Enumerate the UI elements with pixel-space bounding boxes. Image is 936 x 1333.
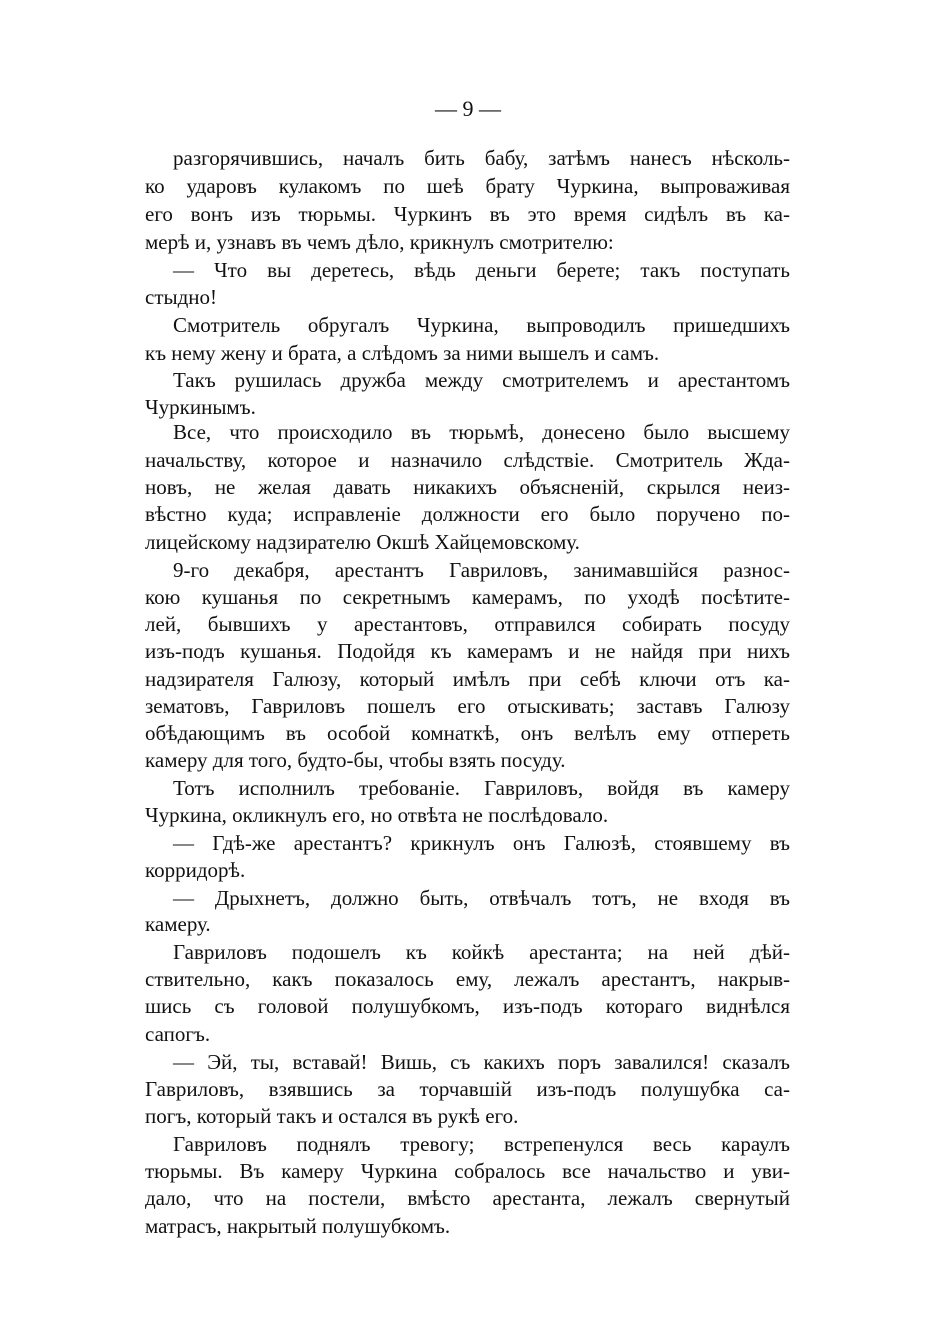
text-line: ствительно, какъ показалось ему, лежалъ арестантъ, накрыв- [145, 967, 790, 991]
text-line: дало, что на постели, вмѣсто арестанта, лежалъ свернутый [145, 1186, 790, 1210]
text-line: лицейскому надзирателю Окшѣ Хайцемовскому. [145, 530, 580, 554]
text-line: обѣдающимъ въ особой комнаткѣ, онъ велѣлъ ему отпереть [145, 721, 790, 745]
text-line: изъ-подъ кушанья. Подойдя къ камерамъ и не найдя при нихъ [145, 639, 790, 663]
text-line: ко ударовъ кулакомъ по шеѣ брату Чуркина, выпроваживая [145, 174, 790, 198]
text-line: Чуркинымъ. [145, 395, 256, 419]
text-line: Чуркина, окликнулъ его, но отвѣта не послѣдовало. [145, 803, 609, 827]
text-line: Такъ рушилась дружба между смотрителемъ и арестантомъ [173, 368, 790, 392]
text-line: надзирателя Галюзу, который имѣлъ при себѣ ключи отъ ка- [145, 667, 790, 691]
text-line: кою кушанья по секретнымъ камерамъ, по уходѣ посѣтите- [145, 585, 790, 609]
text-line: тюрьмы. Въ камеру Чуркина собралось все начальство и уви- [145, 1159, 790, 1183]
text-line: 9-го декабря, арестантъ Гавриловъ, занимавшійся разнос- [173, 558, 790, 582]
text-line: — Гдѣ-же арестантъ? крикнулъ онъ Галюзѣ, стоявшему въ [173, 831, 790, 855]
text-line: его вонъ изъ тюрьмы. Чуркинъ въ это время сидѣлъ въ ка- [145, 202, 790, 226]
text-line: Гавриловъ поднялъ тревогу; встрепенулся весь караулъ [173, 1132, 790, 1156]
text-line: вѣстно куда; исправленіе должности его было поручено по- [145, 502, 790, 526]
text-line: Гавриловъ, взявшись за торчавшій изъ-подъ полушубка са- [145, 1077, 790, 1101]
text-line: — Эй, ты, вставай! Вишь, съ какихъ поръ завалился! сказалъ [173, 1050, 790, 1074]
text-line: разгорячившись, началъ бить бабу, затѣмъ нанесъ нѣсколь- [173, 146, 790, 170]
text-line: — Дрыхнетъ, должно быть, отвѣчалъ тотъ, не входя въ [173, 886, 790, 910]
text-line: корридорѣ. [145, 858, 246, 882]
text-line: матрасъ, накрытый полушубкомъ. [145, 1214, 451, 1238]
text-line: стыдно! [145, 285, 218, 309]
text-line: зематовъ, Гавриловъ пошелъ его отыскивать; заставъ Галюзу [145, 694, 790, 718]
text-line: Смотритель обругалъ Чуркина, выпроводилъ пришедшихъ [173, 313, 790, 337]
text-line: камеру для того, будто-бы, чтобы взять посуду. [145, 748, 566, 772]
text-line: Гавриловъ подошелъ къ койкѣ арестанта; на ней дѣй- [173, 940, 790, 964]
text-line: Все, что происходило въ тюрьмѣ, донесено было высшему [173, 420, 790, 444]
text-line: шись съ головой полушубкомъ, изъ-подъ котораго виднѣлся [145, 994, 790, 1018]
text-line: къ нему жену и брата, а слѣдомъ за ними вышелъ и самъ. [145, 341, 660, 365]
text-line: сапогъ. [145, 1022, 211, 1046]
text-line: начальству, которое и назначило слѣдствіе. Смотритель Жда- [145, 448, 790, 472]
text-line: Тотъ исполнилъ требованіе. Гавриловъ, войдя въ камеру [173, 776, 790, 800]
page-number: — 9 — [435, 96, 501, 121]
text-line: лей, бывшихъ у арестантовъ, отправился собирать посуду [145, 612, 790, 636]
text-line: новъ, не желая давать никакихъ объясненій, скрылся неиз- [145, 475, 790, 499]
text-line: мерѣ и, узнавъ въ чемъ дѣло, крикнулъ смотрителю: [145, 230, 614, 254]
text-line: камеру. [145, 912, 211, 936]
text-line: погъ, который такъ и остался въ рукѣ его. [145, 1104, 519, 1128]
text-line: — Что вы деретесь, вѣдь деньги берете; такъ поступать [173, 258, 790, 282]
